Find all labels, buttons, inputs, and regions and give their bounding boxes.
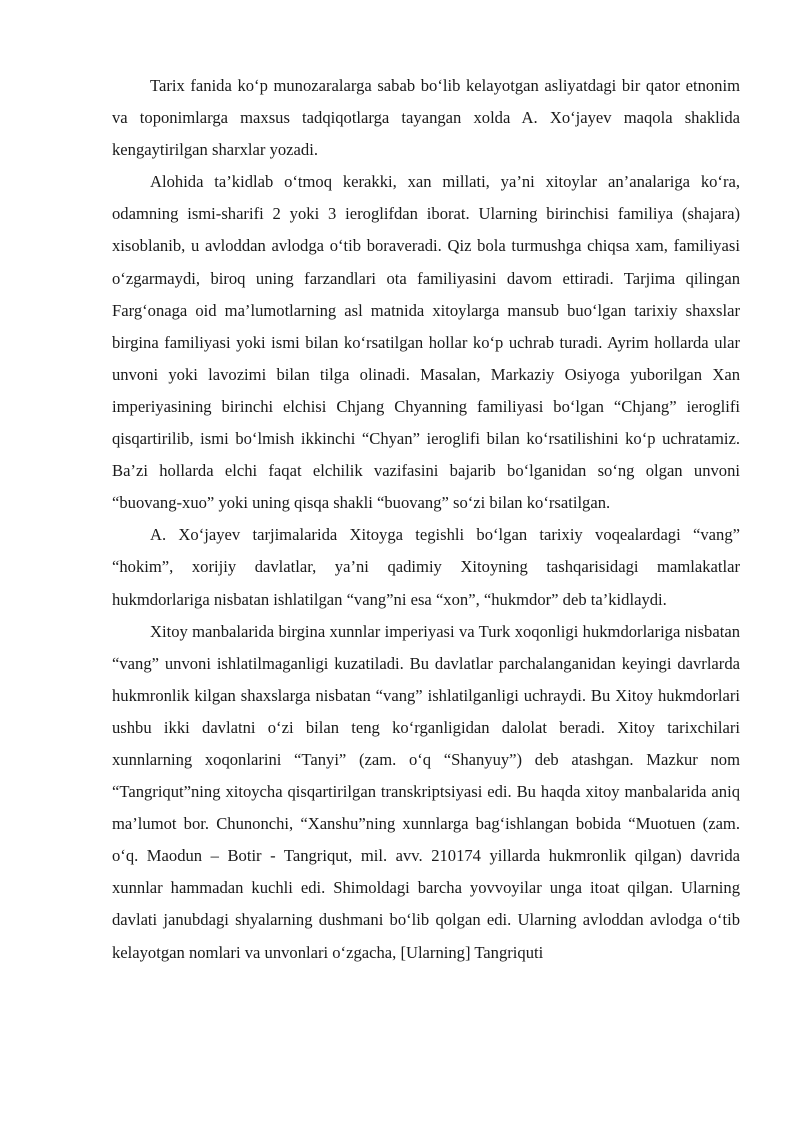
document-page: [112, 70, 740, 969]
paragraph-2: Alohida ta’kidlab o‘tmoq kerakki, xan millati, ya’ni xitoylar an’analariga ko‘ra, odamning ismi-sharifi 2 yoki 3 ieroglifdan iborat. Ularning birinchisi familiya (shajara) xisoblanib, u avloddan avlodga o‘tib boraveradi. Qiz bola turmushga chiqsa xam, familiyasi o‘zgarmaydi, biroq uning farzandlari ota familiyasini davom ettiradi. Tarjima qilingan Farg‘onaga oid ma’lumotlarning asl matnida xitoylarga mansub buo‘lgan tarixiy shaxslar birgina familiyasi yoki ismi bilan ko‘rsatilgan hollar ko‘p uchrab turadi. Ayrim hollarda ular unvoni yoki lavozimi bilan tilga olinadi. Masalan, Markaziy Osiyoga yuborilgan Xan imperiyasining birinchi elchisi Chjang Chyanning familiyasi bo‘lgan “Chjang” ieroglifi qisqartirilib, ismi bo‘lmish ikkinchi “Chyan” ieroglifi bilan ko‘rsatilishini ko‘p uchratamiz. Ba’zi hollarda elchi faqat elchilik vazifasini bajarib bo‘lganidan so‘ng olgan unvoni “buovang-xuo” yoki uning qisqa shakli “buovang” so‘zi bilan ko‘rsatilgan.: [112, 172, 740, 513]
paragraph-1: Tarix fanida ko‘p munozaralarga sabab bo‘lib kelayotgan asliyatdagi bir qator etnonim va toponimlarga maxsus tadqiqotlarga tayangan xolda A. Xo‘jayev maqola shaklida kengaytirilgan sharxlar yozadi.: [112, 76, 740, 160]
paragraph-4: Xitoy manbalarida birgina xunnlar imperiyasi va Turk xoqonligi hukmdorlariga nisbatan “vang” unvoni ishlatilmaganligi kuzatiladi. Bu davlatlar parchalanganidan keyingi davrlarda hukmronlik kilgan shaxslarga nisbatan “vang” ishlatilganligi uchraydi. Bu Xitoy hukmdorlari ushbu ikki davlatni o‘zi bilan teng ko‘rganligidan dalolat beradi. Xitoy tarixchilari xunnlarning xoqonlarini “Tanyi” (zam. o‘q “Shanyuy”) deb atashgan. Mazkur nom “Tangriqut”ning xitoycha qisqartirilgan transkriptsiyasi edi. Bu haqda xitoy manbalarida aniq ma’lumot bor. Chunonchi, “Xanshu”ning xunnlarga bag‘ishlangan bobida “Muotuen (zam. o‘q. Maodun – Botir - Tangriqut, mil. avv. 210174 yillarda hukmronlik qilgan) davrida xunnlar hammadan kuchli edi. Shimoldagi barcha yovvoyilar unga itoat qilgan. Ularning davlati janubdagi shyalarning dushmani bo‘lib qolgan edi. Ularning avloddan avlodga o‘tib kelayotgan nomlari va unvonlari o‘zgacha, [Ularning] Tangriquti: [112, 621, 740, 962]
paragraph-3: A. Xo‘jayev tarjimalarida Xitoyga tegishli bo‘lgan tarixiy voqealardagi “vang” “hokim”, xorijiy davlatlar, ya’ni qadimiy Xitoyning tashqarisidagi mamlakatlar hukmdorlariga nisbatan ishlatilgan “vang”ni esa “xon”, “hukmdor” deb ta’kidlaydi.: [112, 525, 740, 609]
